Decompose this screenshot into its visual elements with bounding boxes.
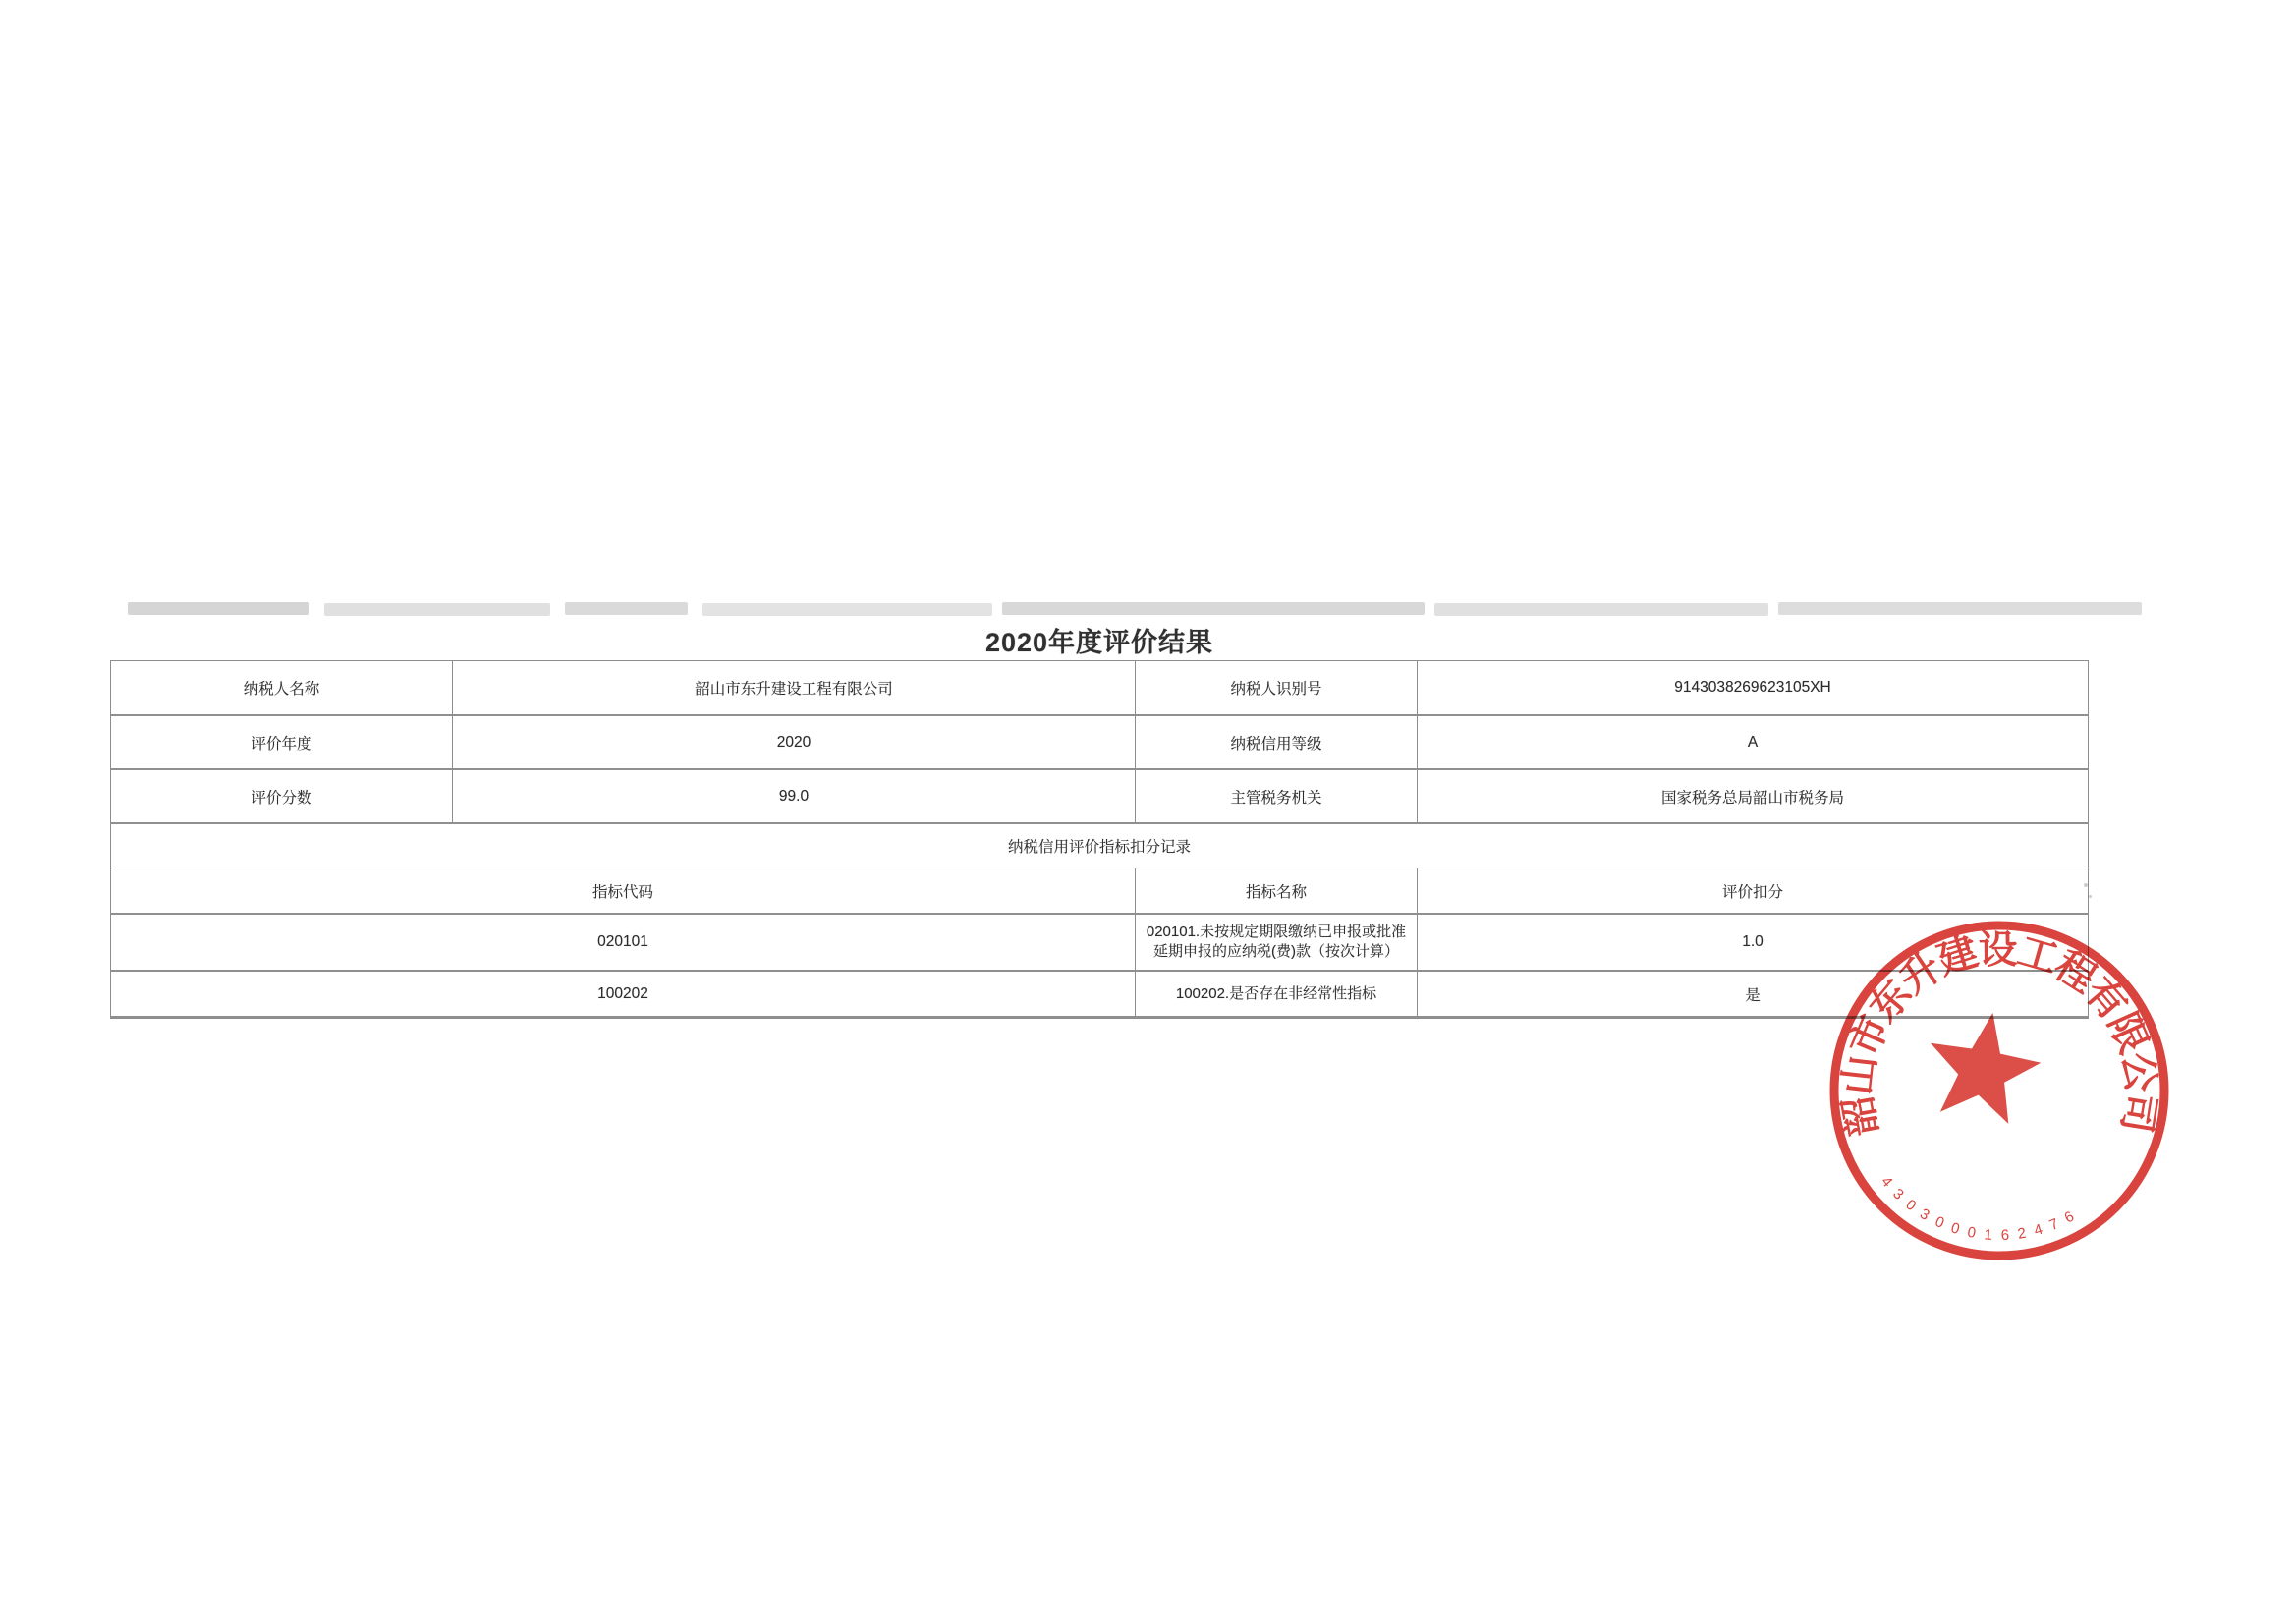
column-header-score: 评价扣分 [1721,883,1783,901]
tax-authority-label: 主管税务机关 [1136,770,1418,822]
scan-artifact-segment [1002,602,1425,615]
taxpayer-id-label: 纳税人识别号 [1136,661,1418,714]
scan-artifact-segment [1778,602,2142,615]
credit-grade-value: A [1747,733,1759,751]
taxpayer-name-label: 纳税人名称 [111,661,453,714]
scan-artifact-segment [324,603,550,616]
deduction-name-value: 100202.是否存在非经常性指标 [1136,972,1418,1016]
table-row [111,915,2088,972]
credit-grade-label: 纳税信用等级 [1136,716,1418,768]
seal-company-name: 韶山市东升建设工程有限公司 [1835,927,2163,1140]
deduction-score-value: 是 [1745,986,1761,1004]
evaluation-score-label: 评价分数 [111,770,453,822]
taxpayer-name-value: 韶山市东升建设工程有限公司 [453,661,1136,714]
deduction-name-value: 020101.未按规定期限缴纳已申报或批准延期申报的应纳税(费)款（按次计算） [1136,915,1418,970]
deduction-score-value: 1.0 [1742,933,1764,950]
scan-artifact-segment [1434,603,1768,616]
table-row [111,661,2088,716]
page-title: 2020年度评价结果 [984,628,1214,657]
scan-artifact-segment [702,603,992,616]
taxpayer-id-value: 9143038269623105XH [1674,679,1831,696]
seal-serial-number: 4303000162476 [1877,1173,2082,1245]
table-row [111,716,2088,770]
scan-dust-speck [2089,895,2092,898]
scan-artifact-segment [128,602,309,615]
star-icon [1931,1013,2041,1124]
column-header-name: 指标名称 [1136,868,1418,913]
tax-authority-value: 国家税务总局韶山市税务局 [1660,789,1844,807]
table-row [111,868,2088,915]
evaluation-year-value: 2020 [453,716,1136,768]
deduction-code-value: 020101 [111,915,1136,970]
column-header-code: 指标代码 [111,868,1136,913]
table-row [111,972,2088,1018]
deduction-section-header: 纳税信用评价指标扣分记录 [1007,839,1191,856]
deduction-code-value: 100202 [111,972,1136,1016]
evaluation-score-value: 99.0 [453,770,1136,822]
evaluation-result-table [110,660,2089,1019]
evaluation-year-label: 评价年度 [111,716,453,768]
table-row [111,824,2088,868]
company-seal [1818,909,2181,1272]
scan-artifact-segment [565,602,688,615]
table-row [111,770,2088,824]
